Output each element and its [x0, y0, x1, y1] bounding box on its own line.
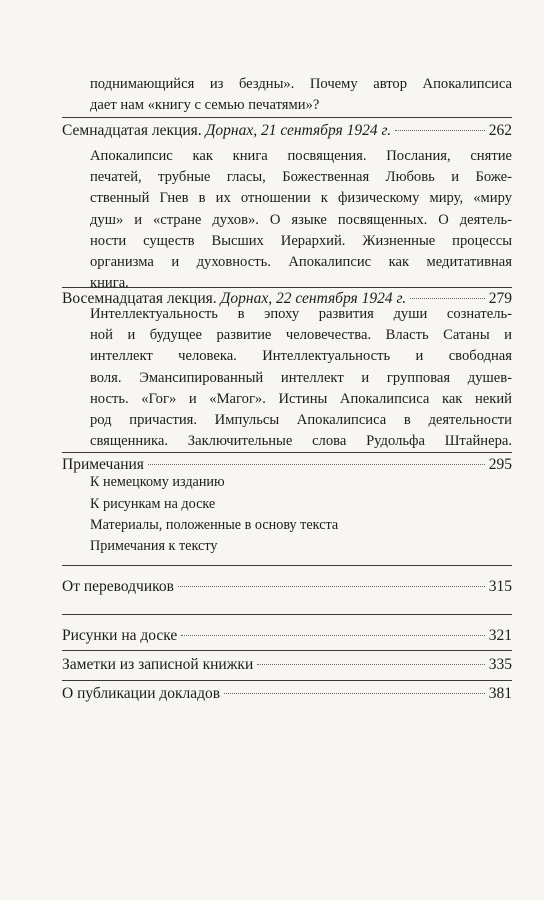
section-divider [62, 117, 512, 118]
text-line: душ» и «стране духов». О языке посвященных. О деятель- [90, 211, 512, 228]
text-line: ственный Гнев в их отношении к физическому миру, «миру [90, 190, 512, 207]
dot-leader [224, 692, 485, 694]
entry-page-number: 295 [488, 456, 512, 473]
text-line: печатей, трубные гласы, Божественная Любовь и Боже- [90, 169, 512, 186]
dot-leader [395, 129, 485, 131]
text-line: Интеллектуальность в эпоху развития души сознатель- [90, 306, 512, 322]
entry-page-number: 381 [488, 685, 512, 702]
text-line: род причастия. Импульсы Апокалипсиса в деятельности [90, 411, 512, 428]
notes-subitem[interactable]: К рисункам на доске [90, 496, 216, 512]
text-line: ность. «Гог» и «Магог». Истины Апокалипсиса как некий [90, 390, 512, 407]
entry-page-number: 262 [488, 122, 512, 139]
notes-subitem[interactable]: Примечания к тексту [90, 538, 218, 554]
text-line: священника. Заключительные слова Рудольфа Штайнера. [90, 433, 512, 450]
entry-place-date: Дорнах, 22 сентября 1924 г. [220, 290, 407, 307]
dot-leader [181, 634, 484, 636]
section-divider [62, 650, 512, 651]
text-line: дает нам «книгу с семью печатями»? [90, 97, 320, 114]
entry-place-date: Дорнах, 21 сентября 1924 г. [205, 122, 392, 139]
text-line: ности существ Высших Иерархий. Жизненные процессы [90, 232, 512, 249]
entry-title: Заметки из записной книжки [62, 656, 254, 673]
continuation-text [90, 74, 512, 116]
dot-leader [410, 297, 485, 299]
entry-page-number: 335 [488, 656, 512, 673]
text-line: ной и будущее развитие человечества. Власть Сатаны и [90, 327, 512, 344]
entry-description [90, 304, 512, 452]
toc-entry-translators[interactable] [62, 578, 512, 600]
notes-subitem[interactable]: К немецкому изданию [90, 474, 225, 490]
entry-page-number: 279 [488, 290, 512, 307]
entry-page-number: 321 [488, 627, 512, 644]
toc-entry-notebook[interactable] [62, 656, 512, 678]
toc-entry-drawings[interactable] [62, 627, 512, 649]
section-divider [62, 614, 512, 615]
entry-title: О публикации докладов [62, 685, 221, 702]
notes-subitem[interactable]: Материалы, положенные в основу текста [90, 517, 339, 533]
section-divider [62, 452, 512, 453]
entry-page-number: 315 [488, 578, 512, 595]
section-divider [62, 287, 512, 288]
text-line: поднимающийся из бездны». Почему автор Апокалипсиса [90, 76, 512, 92]
section-divider [62, 680, 512, 681]
toc-entry-lecture-17[interactable] [62, 122, 512, 144]
dot-leader [148, 463, 485, 465]
entry-label [62, 122, 391, 140]
text-line: интеллект человека. Интеллектуальность и свободная [90, 348, 512, 365]
entry-title: Восемнадцатая лекция. [62, 290, 217, 307]
text-line: Апокалипсис как книга посвящения. Послания, снятие [90, 148, 512, 164]
section-divider [62, 565, 512, 566]
text-line: организма и духовность. Апокалипсис как медитативная [90, 253, 512, 270]
entry-title: Примечания [62, 456, 144, 473]
text-line: книга. [90, 275, 129, 292]
entry-title: От переводчиков [62, 578, 174, 595]
toc-entry-publication[interactable] [62, 685, 512, 707]
entry-title: Семнадцатая лекция. [62, 122, 202, 139]
dot-leader [257, 663, 485, 665]
entry-title: Рисунки на доске [62, 627, 178, 644]
entry-description [90, 146, 512, 294]
text-line: воля. Эмансипированный интеллект и групповая душев- [90, 369, 512, 386]
dot-leader [178, 585, 485, 587]
